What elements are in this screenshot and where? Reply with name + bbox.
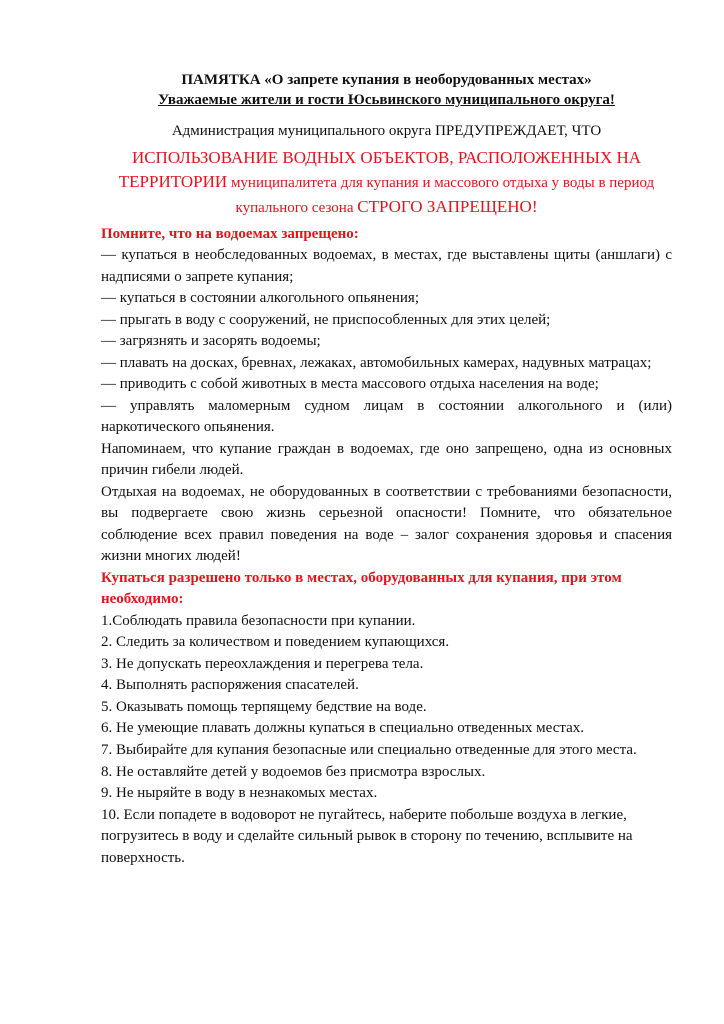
warning-notice (101, 146, 672, 220)
prohibited-item: — управлять маломерным судном лицам в состоянии алкогольного и (или) наркотического опьянения. (101, 397, 672, 435)
prohibited-item: — приводить с собой животных в места массового отдыха населения на воде; (101, 376, 599, 392)
rule-item: 9. Не ныряйте в воду в незнакомых местах. (101, 785, 378, 802)
rule-item: 7. Выбирайте для купания безопасные или специально отведенные для этого места. (101, 742, 637, 759)
rule-item: 8. Не оставляйте детей у водоемов без присмотра взрослых. (101, 763, 486, 780)
rule-item: 1.Соблюдать правила безопасности при купании. (101, 612, 416, 629)
safety-paragraph: Отдыхая на водоемах, не оборудованных в соответствии с требованиями безопасности, вы подвергаете свою жизнь серьезной опасности! Помните, что обязательное соблюдение всех правил поведения на воде – залог сохранения здоровья и спасения жизни многих людей! (101, 483, 672, 564)
administration-warning-line: Администрация муниципального округа ПРЕДУПРЕЖДАЕТ, ЧТО (171, 123, 602, 139)
rule-item: 4. Выполнять распоряжения спасателей. (101, 677, 359, 694)
prohibited-item: — купаться в необследованных водоемах, в местах, где выставлены щиты (аншлаги) с надписями о запрете купания; (101, 247, 672, 285)
allowed-heading: Купаться разрешено только в местах, оборудованных для купания, при этом необходимо: (101, 569, 622, 607)
prohibited-item: — прыгать в воду с сооружений, не приспособленных для этих целей; (101, 311, 551, 328)
document-title: ПАМЯТКА «О запрете купания в необорудованных местах» (181, 72, 592, 88)
warning-part-2: муниципалитета для купания и массового отдыха у воды в период купального сезона (227, 175, 655, 216)
rule-item: 6. Не умеющие плавать должны купаться в специально отведенных местах. (101, 720, 585, 737)
prohibited-list (101, 245, 672, 439)
reminder-paragraph: Напоминаем, что купание граждан в водоемах, где оно запрещено, одна из основных причин гибели людей. (101, 440, 672, 478)
document-subtitle: Уважаемые жители и гости Юсьвинского муниципального округа! (158, 92, 615, 108)
rules-list (101, 611, 672, 870)
rule-item: 3. Не допускать переохлаждения и перегрева тела. (101, 655, 424, 672)
rule-item: 2. Следить за количеством и поведением купающихся. (101, 634, 450, 651)
rule-item: 5. Оказывать помощь терпящему бедствие на воде. (101, 698, 427, 715)
warning-part-1: ИСПОЛЬЗОВАНИЕ ВОДНЫХ ОБЪЕКТОВ, РАСПОЛОЖЕННЫХ НА ТЕРРИТОРИИ (118, 148, 642, 191)
prohibited-item: — загрязнять и засорять водоемы; (101, 333, 321, 349)
prohibited-heading: Помните, что на водоемах запрещено: (101, 226, 359, 242)
rule-item: 10. Если попадете в водоворот не пугайтесь, наберите побольше воздуха в легкие, погрузитесь в воду и сделайте сильный рывок в сторону по течению, всплывите на поверхность. (101, 806, 633, 867)
document-page (101, 70, 672, 870)
prohibited-item: — плавать на досках, бревнах, лежаках, автомобильных камерах, надувных матрацах; (101, 354, 652, 371)
warning-part-3: СТРОГО ЗАПРЕЩЕНО! (357, 197, 538, 216)
prohibited-item: — купаться в состоянии алкогольного опьянения; (101, 290, 419, 306)
